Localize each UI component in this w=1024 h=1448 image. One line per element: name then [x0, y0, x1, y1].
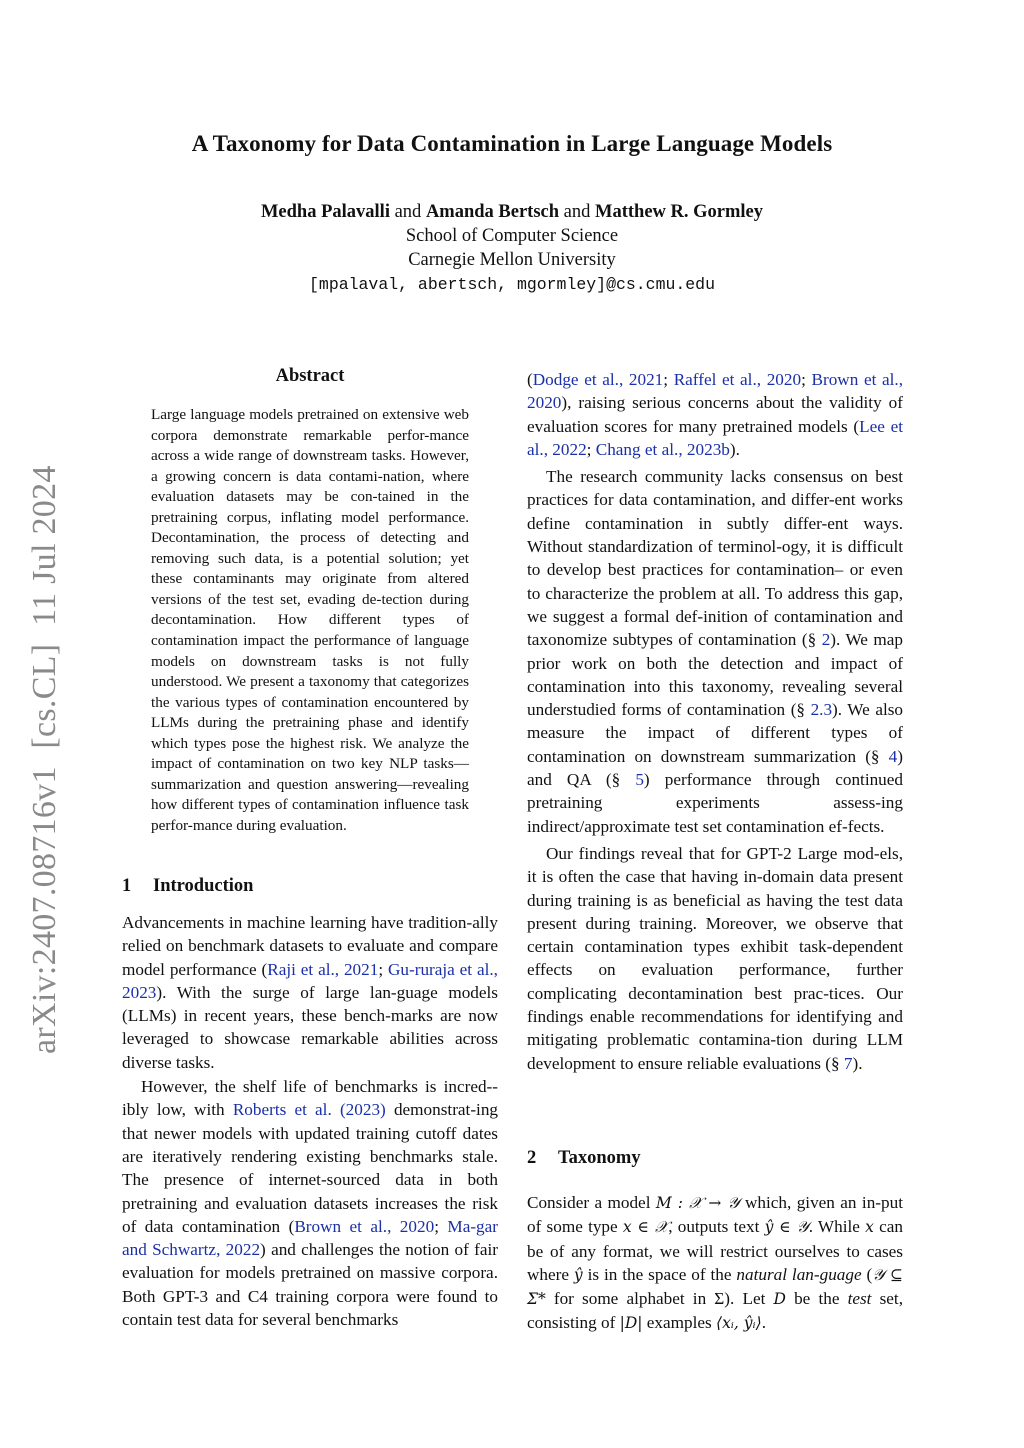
- paragraph: The research community lacks consensus on best practices for data contamination, and differ-ent works define contamination in subtly differ-ent ways. Without standardization of terminol-ogy, it is difficult to develop best practices for contamination– or even to characterize the problem at all. To address this gap, we suggest a formal def-inition of contamination and taxonomize subtypes of contamination (§ 2). We map prior work on both the detection and impact of contamination into this taxonomy, revealing several understudied forms of contamination (§ 2.3). We also measure the impact of different types of contamination on downstream summarization (§ 4) and QA (§ 5) performance through continued pretraining experiments assess-ing indirect/approximate test set contamination ef-fects.: [527, 467, 904, 836]
- section-ref-link[interactable]: 7: [843, 1053, 853, 1073]
- paragraph: (Dodge et al., 2021; Raffel et al., 2020; Brown et al., 2020), raising serious concerns about the validity of evaluation scores for many pretrained models (Lee et al., 2022; Chang et al., 2023b).: [527, 370, 903, 459]
- affiliation-school: School of Computer Science: [405, 226, 619, 246]
- author-names: [0, 200, 1024, 224]
- section-ref-link[interactable]: 2: [821, 630, 831, 650]
- math-expr: ⟨xᵢ, ŷᵢ⟩: [716, 1314, 762, 1333]
- right-column: [527, 368, 903, 1075]
- abstract-text: Large language models pretrained on extensive web corpora demonstrate remarkable perfor-mance across a wide range of downstream tasks. However, a growing concern is data contami-nation, where evaluation datasets may be con-tained in the pretraining corpus, inflating model performance. Decontamination, the process of detecting and removing such data, is a potential solution; yet these contaminants may originate from altered versions of the test set, evading de-tection during decontamination. How different types of contamination impact the performance of language models on downstream tasks is not fully understood. We present a taxonomy that categorizes the various types of contamination encountered by LLMs during the pretraining phase and identify which types pose the highest risk. We analyze the impact of contamination on two key NLP tasks—summarization and question answering—revealing how different types of contamination influence task perfor-mance during evaluation.: [151, 406, 469, 834]
- author-emails: [mpalaval, abertsch, mgormley]@cs.cmu.edu: [309, 275, 715, 294]
- math-expr: D: [773, 1290, 786, 1309]
- paragraph: Consider a model M : 𝒳 → 𝒴 which, given an in-put of some type x ∈ 𝒳, outputs text ŷ ∈ 𝒴. While x can be of any format, we will restrict ourselves to cases where ŷ is in the space of the natural lan-guage (𝒴 ⊆ Σ* for some alphabet in Σ). Let D be the test set, consisting of |D| examples ⟨xᵢ, ŷᵢ⟩.: [527, 1193, 903, 1333]
- section-2-heading: [527, 1148, 641, 1169]
- section-number: 1: [122, 876, 132, 896]
- paragraph: Our findings reveal that for GPT-2 Large mod-els, it is often the case that having in-domain data present during training is as beneficial as having the test data present during training. Moreover, we observe that certain contamination types exhibit task-dependent effects on evaluation performance, further complicating decontamination best prac-tices. Our findings enable recommendations for identifying and mitigating problematic contamina-tion during LLM development to ensure reliable evaluations (§ 7).: [527, 843, 903, 1073]
- section-ref-link[interactable]: 4: [888, 746, 898, 766]
- arxiv-identifier: arXiv:2407.08716v1 [cs.CL] 11 Jul 2024: [26, 465, 63, 1054]
- emphasis: test: [847, 1289, 872, 1309]
- author-conj: and: [394, 202, 422, 222]
- citation-link[interactable]: Chang et al., 2023b: [595, 439, 730, 459]
- math-expr: ŷ ∈ 𝒴: [764, 1218, 809, 1237]
- paragraph: However, the shelf life of benchmarks is incred-ibly low, with Roberts et al. (2023) demonstrat-ing that newer models with updated training cutoff dates are iteratively rendering existing benchmarks stale. The presence of internet-sourced data in both pretraining and evaluation datasets increases the risk of data contamination (Brown et al., 2020; Ma-gar and Schwartz, 2022) and challenges the notion of fair evaluation for models pretrained on massive corpora. Both GPT-3 and C4 training corpora were found to contain test data for several benchmarks: [122, 1077, 499, 1330]
- section-ref-link[interactable]: 2.3: [810, 700, 833, 720]
- citation-link[interactable]: Brown et al., 2020: [527, 370, 903, 413]
- taxonomy-body: [527, 1191, 903, 1336]
- section-ref-link[interactable]: 5: [635, 770, 644, 790]
- citation-link[interactable]: Raffel et al., 2020: [673, 370, 802, 389]
- math-expr: ŷ: [573, 1265, 583, 1284]
- section-number: 2: [527, 1148, 537, 1168]
- paragraph: Advancements in machine learning have tradition-ally relied on benchmark datasets to evaluate and compare model performance (Raji et al., 2021; Gu-ruraja et al., 2023). With the surge of large lan-guage models (LLMs) in recent years, these bench-marks are now leveraged to showcase remarkable abilities across diverse tasks.: [122, 913, 498, 1072]
- author-3: Matthew R. Gormley: [595, 202, 764, 222]
- author-block: [0, 200, 1024, 297]
- abstract-heading: Abstract: [275, 366, 345, 386]
- math-expr: |D|: [619, 1314, 643, 1333]
- section-title: Taxonomy: [558, 1148, 641, 1168]
- section-1-heading: [122, 876, 253, 897]
- citation-link[interactable]: Ma-gar and Schwartz, 2022: [122, 1216, 498, 1260]
- math-expr: 𝒴 ⊆ Σ*: [527, 1265, 903, 1309]
- author-1: Medha Palavalli: [260, 202, 390, 222]
- math-expr: M : 𝒳 → 𝒴: [655, 1194, 740, 1212]
- citation-link[interactable]: Raji et al., 2021: [267, 959, 379, 979]
- citation-link[interactable]: Lee et al., 2022: [527, 416, 903, 459]
- citation-link[interactable]: Gu-ruraja et al., 2023: [122, 959, 498, 1002]
- paper-title: A Taxonomy for Data Contamination in Large Language Models: [191, 131, 833, 156]
- emphasis: natural lan-guage: [736, 1264, 862, 1284]
- citation-link[interactable]: Roberts et al.: [232, 1100, 332, 1120]
- author-conj: and: [563, 202, 591, 222]
- math-expr: x: [865, 1218, 874, 1237]
- citation-link[interactable]: Brown et al., 2020: [294, 1216, 435, 1236]
- section-title: Introduction: [153, 876, 254, 896]
- affiliation-university: Carnegie Mellon University: [408, 250, 616, 270]
- author-2: Amanda Bertsch: [425, 202, 560, 222]
- citation-link[interactable]: Dodge et al., 2021: [532, 370, 664, 389]
- math-expr: x ∈ 𝒳: [622, 1218, 669, 1237]
- citation-year-link[interactable]: (2023): [339, 1100, 386, 1120]
- intro-body: [122, 911, 498, 1331]
